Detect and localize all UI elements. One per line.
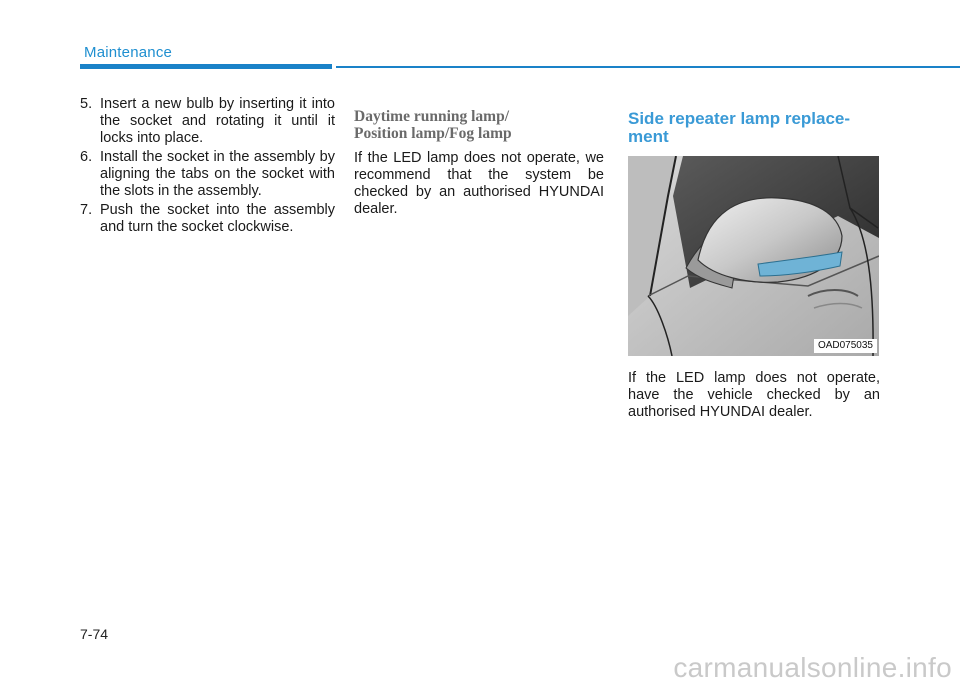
column-side-repeater [628,110,880,421]
page-number: 7-74 [80,626,109,642]
step-number: 6. [80,149,93,165]
step-item [80,96,335,147]
side-repeater-heading [628,110,880,146]
step-number: 7. [80,202,93,218]
drl-heading-line1: Daytime running lamp/ [354,108,510,125]
drl-heading [354,108,604,142]
step-text: Push the socket into the assembly and turn the socket clockwise. [100,202,335,235]
side-mirror-illustration [628,156,879,356]
figure-code: OAD075035 [814,339,877,353]
header-rule-thick [80,64,332,69]
step-item [80,202,335,236]
step-number: 5. [80,96,93,112]
step-text: Insert a new bulb by inserting it into the socket and rotating it until it locks into place. [100,96,335,146]
column-drl [354,108,604,218]
section-title: Maintenance [84,44,173,61]
column-steps [80,96,335,238]
side-repeater-heading-line2: ment [628,127,669,146]
step-item [80,149,335,200]
step-text: Install the socket in the assembly by aligning the tabs on the socket with the slots in the assembly. [100,149,335,199]
side-mirror-figure [628,156,879,356]
side-repeater-heading-line1: Side repeater lamp replace- [628,109,851,128]
watermark: carmanualsonline.info [673,652,952,683]
side-repeater-body: If the LED lamp does not operate, have the vehicle checked by an authorised HYUNDAI dealer. [628,370,880,420]
drl-heading-line2: Position lamp/Fog lamp [354,125,512,142]
drl-body: If the LED lamp does not operate, we recommend that the system be checked by an authorised HYUNDAI dealer. [354,150,604,217]
header-rule-thin [336,66,960,68]
